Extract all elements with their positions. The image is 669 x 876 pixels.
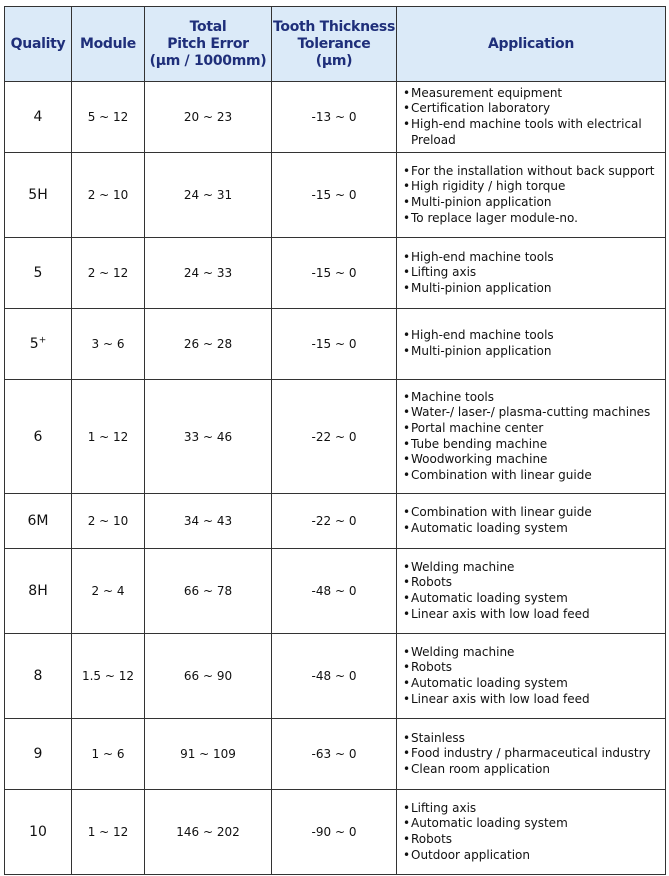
quality-cell [5, 82, 72, 153]
quality-cell [5, 309, 72, 380]
application-cell [397, 153, 666, 238]
tolerance-cell: -22 ~ 0 [272, 494, 397, 549]
application-item: • Multi-pinion application [403, 281, 661, 297]
quality-value: 5 [29, 336, 39, 352]
module-cell: 1 ~ 12 [72, 790, 145, 875]
table-row [5, 153, 666, 238]
quality-value: 5H [28, 187, 48, 203]
application-item: • Combination with linear guide [403, 468, 661, 484]
module-cell: 1 ~ 6 [72, 719, 145, 790]
application-item: • To replace lager module-no. [403, 211, 661, 227]
application-item: • Lifting axis [403, 801, 661, 817]
application-item: • Welding machine [403, 645, 661, 661]
application-cell [397, 82, 666, 153]
pitch-error-cell: 24 ~ 31 [145, 153, 272, 238]
tolerance-cell: -13 ~ 0 [272, 82, 397, 153]
module-cell: 1 ~ 12 [72, 380, 145, 494]
application-list [403, 250, 661, 297]
header-pitch-line1: Total [189, 18, 227, 35]
application-cell [397, 494, 666, 549]
application-cell [397, 380, 666, 494]
table-row [5, 634, 666, 719]
application-list [403, 164, 661, 226]
application-cell [397, 790, 666, 875]
table-row [5, 790, 666, 875]
application-cell [397, 719, 666, 790]
application-item: • High rigidity / high torque [403, 179, 661, 195]
application-cell [397, 549, 666, 634]
module-cell: 1.5 ~ 12 [72, 634, 145, 719]
application-item: • Multi-pinion application [403, 195, 661, 211]
application-list [403, 328, 661, 359]
quality-cell [5, 790, 72, 875]
module-cell: 3 ~ 6 [72, 309, 145, 380]
application-list [403, 390, 661, 484]
pitch-error-cell: 24 ~ 33 [145, 238, 272, 309]
application-cell [397, 634, 666, 719]
table-row [5, 380, 666, 494]
application-item: • For the installation without back support [403, 164, 661, 180]
quality-value: 6M [27, 513, 49, 529]
application-item: • Robots [403, 832, 661, 848]
application-list [403, 731, 661, 778]
quality-cell [5, 238, 72, 309]
quality-table-container [4, 6, 665, 875]
module-cell: 2 ~ 12 [72, 238, 145, 309]
quality-cell [5, 549, 72, 634]
application-item: • Lifting axis [403, 265, 661, 281]
tolerance-cell: -90 ~ 0 [272, 790, 397, 875]
application-item: • Water-/ laser-/ plasma-cutting machines [403, 405, 661, 421]
application-item: • Automatic loading system [403, 591, 661, 607]
pitch-error-cell: 146 ~ 202 [145, 790, 272, 875]
application-item: • Woodworking machine [403, 452, 661, 468]
table-header-row [5, 7, 666, 82]
application-item: • Certification laboratory [403, 101, 661, 117]
module-cell: 2 ~ 4 [72, 549, 145, 634]
quality-cell [5, 380, 72, 494]
quality-superscript: + [38, 335, 47, 346]
header-tooth-line2: Tolerance [297, 35, 371, 52]
quality-value: 10 [29, 824, 47, 840]
pitch-error-cell: 34 ~ 43 [145, 494, 272, 549]
application-list [403, 505, 661, 536]
application-item: • Outdoor application [403, 848, 661, 864]
application-item: • Automatic loading system [403, 676, 661, 692]
quality-cell [5, 153, 72, 238]
tolerance-cell: -15 ~ 0 [272, 153, 397, 238]
quality-table [4, 6, 666, 875]
pitch-error-cell: 66 ~ 78 [145, 549, 272, 634]
application-item: • Portal machine center [403, 421, 661, 437]
quality-value: 9 [33, 746, 43, 762]
header-tooth-tolerance [272, 7, 397, 82]
header-module: Module [72, 7, 145, 82]
tolerance-cell: -63 ~ 0 [272, 719, 397, 790]
application-cell [397, 238, 666, 309]
application-list [403, 560, 661, 622]
quality-value: 6 [33, 428, 43, 445]
pitch-error-cell: 26 ~ 28 [145, 309, 272, 380]
application-item: • Food industry / pharmaceutical industry [403, 746, 661, 762]
application-item: • High-end machine tools [403, 328, 661, 344]
table-row [5, 238, 666, 309]
application-item: • High-end machine tools with electrical Preload [403, 117, 661, 148]
quality-value: 8 [33, 668, 43, 684]
header-tooth-line1: Tooth Thickness [272, 18, 395, 35]
tolerance-cell: -48 ~ 0 [272, 549, 397, 634]
application-list [403, 645, 661, 707]
header-quality: Quality [5, 7, 72, 82]
application-item: • Welding machine [403, 560, 661, 576]
application-list [403, 801, 661, 863]
quality-cell [5, 719, 72, 790]
tolerance-cell: -15 ~ 0 [272, 309, 397, 380]
quality-cell [5, 494, 72, 549]
quality-value: 5 [33, 265, 43, 281]
application-item: • High-end machine tools [403, 250, 661, 266]
application-cell [397, 309, 666, 380]
table-body [5, 82, 666, 875]
tolerance-cell: -48 ~ 0 [272, 634, 397, 719]
application-item: • Machine tools [403, 390, 661, 406]
pitch-error-cell: 91 ~ 109 [145, 719, 272, 790]
module-cell: 2 ~ 10 [72, 494, 145, 549]
application-item: • Measurement equipment [403, 86, 661, 102]
table-row [5, 309, 666, 380]
header-application: Application [397, 7, 666, 82]
application-item: • Robots [403, 575, 661, 591]
application-item: • Linear axis with low load feed [403, 607, 661, 623]
quality-value: 4 [33, 109, 43, 125]
module-cell: 2 ~ 10 [72, 153, 145, 238]
table-row [5, 494, 666, 549]
application-list [403, 86, 661, 148]
quality-cell [5, 634, 72, 719]
header-tooth-line3: (µm) [315, 52, 353, 69]
table-row [5, 719, 666, 790]
application-item: • Automatic loading system [403, 816, 661, 832]
header-pitch-error [145, 7, 272, 82]
application-item: • Multi-pinion application [403, 344, 661, 360]
header-pitch-line2: Pitch Error [167, 35, 249, 52]
application-item: • Stainless [403, 731, 661, 747]
pitch-error-cell: 66 ~ 90 [145, 634, 272, 719]
table-row [5, 549, 666, 634]
application-item: • Tube bending machine [403, 437, 661, 453]
application-item: • Combination with linear guide [403, 505, 661, 521]
module-cell: 5 ~ 12 [72, 82, 145, 153]
application-item: • Automatic loading system [403, 521, 661, 537]
table-row [5, 82, 666, 153]
application-item: • Linear axis with low load feed [403, 692, 661, 708]
application-item: • Clean room application [403, 762, 661, 778]
application-item: • Robots [403, 660, 661, 676]
pitch-error-cell: 33 ~ 46 [145, 380, 272, 494]
header-pitch-line3: (µm / 1000mm) [149, 52, 267, 69]
pitch-error-cell: 20 ~ 23 [145, 82, 272, 153]
tolerance-cell: -15 ~ 0 [272, 238, 397, 309]
tolerance-cell: -22 ~ 0 [272, 380, 397, 494]
quality-value: 8H [28, 583, 48, 599]
